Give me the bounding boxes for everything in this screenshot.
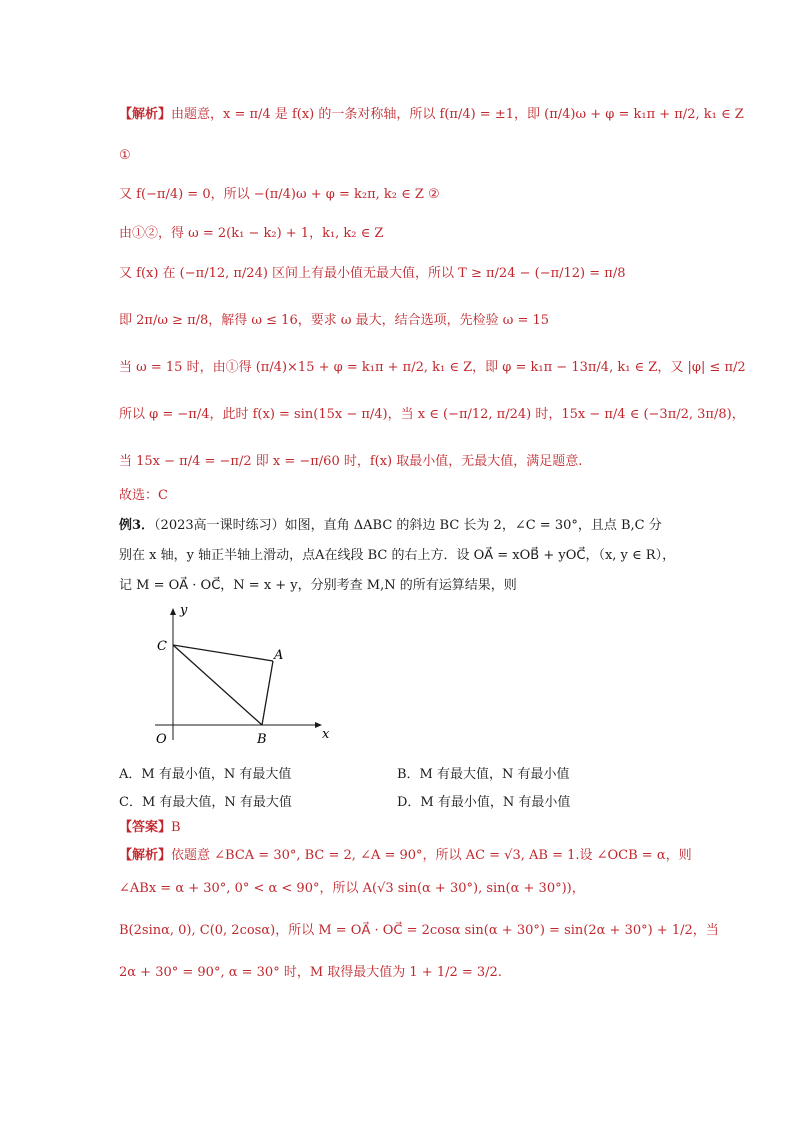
option-c: C．M 有最大值，N 有最大值 [119,795,292,810]
solution-3-line-3: B(2sinα, 0), C(0, 2cosα)，所以 M = OA⃗ · OC⃗ = 2cosα sin(α + 30°) = sin(2α + 30°) + 1/2，当 [119,923,719,938]
label-x: x [322,727,330,742]
example-3-line-2: 别在 x 轴，y 轴正半轴上滑动，点A在线段 BC 的右上方．设 OA⃗ = xOB⃗ + yOC⃗，（x, y ∈ R）， [119,548,676,563]
label-A: A [274,648,284,663]
analysis-heading: 【解析】 [119,107,172,122]
label-B: B [257,732,267,745]
solution-3-line-1: 【解析】依题意 ∠BCA = 30°, BC = 2, ∠A = 90°，所以 AC = √3, AB = 1.设 ∠OCB = α，则 [119,848,692,863]
example-label: 例3． [119,518,155,533]
label-O: O [156,732,167,745]
solution-3-line-2: ∠ABx = α + 30°, 0° < α < 90°，所以 A(√3 sin(α + 30°), sin(α + 30°))， [119,881,585,896]
triangle-figure [150,600,340,745]
solution-1-line-7: 当 ω = 15 时，由①得 (π/4)×15 + φ = k₁π + π/2, k₁ ∈ Z，即 φ = k₁π − 13π/4, k₁ ∈ Z，又 |φ| ≤ π/2 [119,360,746,375]
analysis-heading: 【解析】 [119,848,172,863]
solution-3-line-4: 2α + 30° = 90°, α = 30° 时，M 取得最大值为 1 + 1/2 = 3/2. [119,965,502,980]
example-3-line-3: 记 M = OA⃗ · OC⃗，N = x + y，分别考查 M,N 的所有运算结果，则 [119,578,517,593]
y-axis-arrow [170,608,176,615]
solution-1-answer: 故选：C [119,488,168,503]
answer-heading: 【答案】 [119,820,172,835]
solution-1-line-8: 所以 φ = −π/4，此时 f(x) = sin(15x − π/4)，当 x ∈ (−π/12, π/24) 时，15x − π/4 ∈ (−3π/2, 3π/8)， [119,407,745,422]
label-y: y [180,603,188,618]
label-C: C [157,639,167,654]
solution-1-line-4: 由①②，得 ω = 2(k₁ − k₂) + 1，k₁, k₂ ∈ Z [119,226,384,241]
solution-1-line-9: 当 15x − π/4 = −π/2 即 x = −π/60 时，f(x) 取最小值，无最大值，满足题意. [119,454,583,469]
segment-AB [262,661,273,725]
answer-3 [119,818,181,838]
option-d: D．M 有最小值，N 有最小值 [397,795,571,810]
solution-1-line-6: 即 2π/ω ≥ π/8，解得 ω ≤ 16，要求 ω 最大，结合选项，先检验 ω = 15 [119,313,550,328]
solution-1-line-1: 【解析】由题意，x = π/4 是 f(x) 的一条对称轴，所以 f(π/4) = ±1，即 (π/4)ω + φ = k₁π + π/2, k₁ ∈ Z [119,107,744,122]
option-b: B．M 有最大值，N 有最小值 [397,767,570,782]
x-axis-arrow [315,722,322,728]
solution-1-line-3: 又 f(−π/4) = 0，所以 −(π/4)ω + φ = k₂π, k₂ ∈ Z ② [119,187,440,202]
solution-1-line-2: ① [119,148,131,163]
answer-value: B [171,820,181,835]
option-a: A．M 有最小值，N 有最大值 [119,767,292,782]
example-3-line-1: 例3．（2023高一课时练习）如图，直角 ΔABC 的斜边 BC 长为 2，∠C = 30°，且点 B,C 分 [119,518,662,533]
solution-1-line-5: 又 f(x) 在 (−π/12, π/24) 区间上有最小值无最大值，所以 T ≥ π/24 − (−π/12) = π/8 [119,266,626,281]
